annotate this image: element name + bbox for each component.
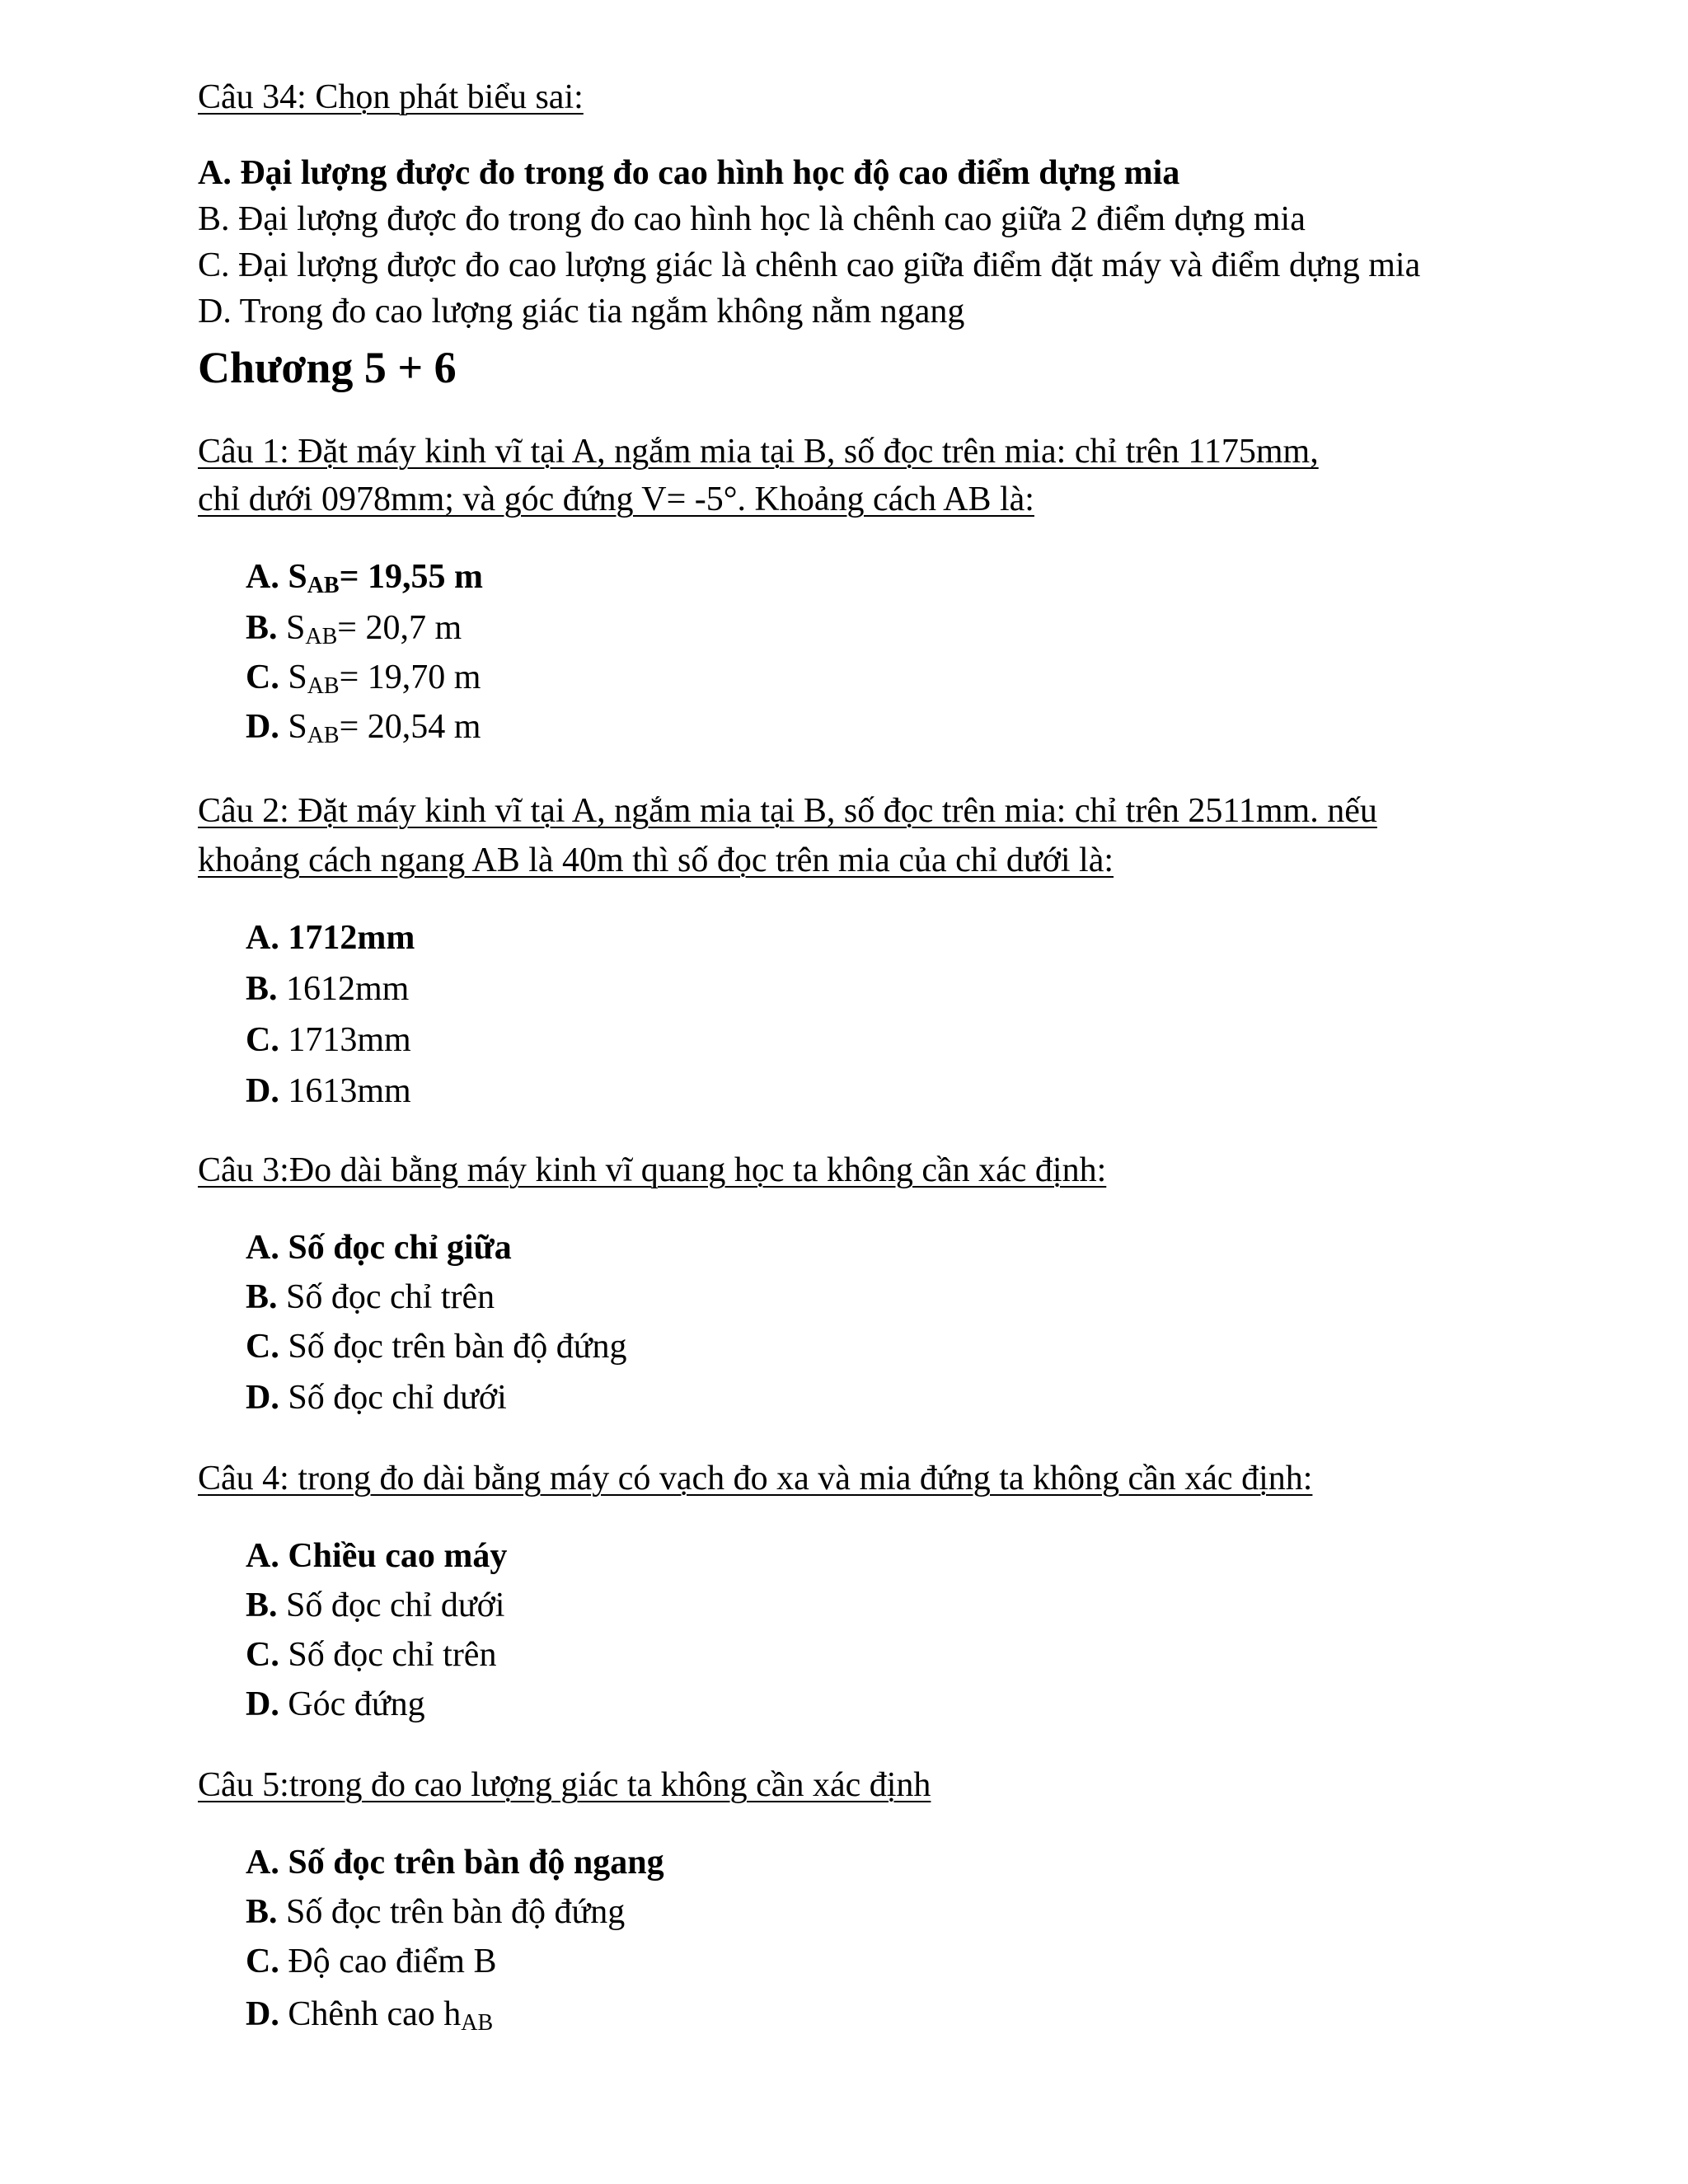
question-3-option-d (246, 1375, 507, 1421)
option-text: Chênh cao h (288, 1995, 462, 2033)
option-text: 1712mm (288, 919, 415, 957)
option-text: Góc đứng (288, 1685, 425, 1723)
option-subscript: AB (307, 723, 340, 748)
option-text: Số đọc chỉ dưới (288, 1379, 507, 1417)
option-subscript: AB (307, 573, 340, 598)
option-value: = 19,70 m (339, 658, 481, 696)
question-1-option-d (246, 704, 481, 754)
question-5-stem: Câu 5:trong đo cao lượng giác ta không cần xác định (198, 1766, 931, 1804)
option-letter: B. (246, 1586, 278, 1624)
question-4-option-b (246, 1582, 504, 1629)
question-34-option-b: B. Đại lượng được đo trong đo cao hình học là chênh cao giữa 2 điểm dựng mia (198, 200, 1306, 238)
question-2-stem-line2: khoảng cách ngang AB là 40m thì số đọc trên mia của chỉ dưới là: (198, 841, 1114, 879)
option-symbol: S (288, 658, 307, 696)
option-letter: C. (246, 1328, 279, 1366)
option-letter: B. (246, 1893, 278, 1931)
option-subscript: AB (307, 673, 340, 699)
question-4-option-a (246, 1533, 507, 1579)
option-letter: D. (246, 1072, 279, 1110)
option-letter: C. (246, 658, 279, 696)
question-1-stem-line2: chỉ dưới 0978mm; và góc đứng V= -5°. Khoảng cách AB là: (198, 480, 1034, 518)
question-34-option-d: D. Trong đo cao lượng giác tia ngắm không nằm ngang (198, 293, 965, 330)
option-text: Số đọc trên bàn độ đứng (286, 1893, 626, 1931)
option-value: = 20,54 m (339, 708, 481, 746)
option-value: = 19,55 m (339, 558, 484, 596)
option-text: 1713mm (288, 1021, 411, 1059)
option-letter: A. (246, 558, 279, 596)
option-letter: D. (246, 1995, 279, 2033)
question-1-option-c (246, 654, 481, 705)
question-34-option-c: C. Đại lượng được đo cao lượng giác là chênh cao giữa điểm đặt máy và điểm dựng mia (198, 246, 1421, 284)
question-1-option-b (246, 605, 462, 655)
question-2-stem-line1: Câu 2: Đặt máy kinh vĩ tại A, ngắm mia tại B, số đọc trên mia: chỉ trên 2511mm. nếu (198, 792, 1377, 830)
option-text: Chiều cao máy (288, 1537, 508, 1575)
question-2-option-a (246, 915, 415, 961)
option-subscript: AB (461, 2010, 494, 2036)
option-text: Số đọc trên bàn độ đứng (288, 1328, 627, 1366)
question-3-option-c (246, 1324, 627, 1370)
option-text: Số đọc trên bàn độ ngang (288, 1844, 664, 1882)
question-34-stem: Câu 34: Chọn phát biểu sai: (198, 78, 584, 116)
question-3-stem: Câu 3:Đo dài bằng máy kinh vĩ quang học ta không cần xác định: (198, 1151, 1107, 1189)
option-letter: B. (246, 1278, 278, 1316)
question-5-option-b (246, 1889, 625, 1935)
question-5-option-d (246, 1991, 493, 2041)
option-letter: D. (246, 1685, 279, 1723)
question-5-option-c (246, 1938, 496, 1985)
question-2-option-b (246, 966, 409, 1012)
question-1-option-a (246, 554, 483, 604)
question-4-stem: Câu 4: trong đo dài bằng máy có vạch đo xa và mia đứng ta không cần xác định: (198, 1460, 1313, 1497)
question-4-option-d (246, 1681, 425, 1727)
option-letter: C. (246, 1943, 279, 1980)
option-text: 1612mm (286, 970, 410, 1008)
option-text: Số đọc chỉ giữa (288, 1229, 512, 1267)
chapter-heading: Chương 5 + 6 (198, 343, 457, 392)
question-1-stem-line1: Câu 1: Đặt máy kinh vĩ tại A, ngắm mia tại B, số đọc trên mia: chỉ trên 1175mm, (198, 433, 1319, 471)
option-text: Số đọc chỉ trên (288, 1636, 497, 1674)
option-symbol: S (286, 609, 306, 647)
question-5-option-a (246, 1840, 664, 1886)
option-letter: B. (246, 970, 278, 1008)
option-letter: A. (246, 1844, 279, 1882)
question-4-option-c (246, 1632, 496, 1678)
option-symbol: S (288, 558, 307, 596)
option-text: 1613mm (288, 1072, 411, 1110)
option-letter: A. (246, 1537, 279, 1575)
option-text: Độ cao điểm B (288, 1943, 497, 1980)
option-letter: B. (246, 609, 278, 647)
question-3-option-b (246, 1274, 495, 1320)
question-2-option-c (246, 1017, 411, 1063)
option-subscript: AB (305, 624, 338, 649)
option-value: = 20,7 m (337, 609, 462, 647)
option-letter: C. (246, 1636, 279, 1674)
option-letter: D. (246, 1379, 279, 1417)
option-letter: D. (246, 708, 279, 746)
question-3-option-a (246, 1225, 512, 1271)
option-letter: C. (246, 1021, 279, 1059)
question-34-option-a: A. Đại lượng được đo trong đo cao hình học độ cao điểm dựng mia (198, 154, 1180, 192)
option-letter: A. (246, 1229, 279, 1267)
option-text: Số đọc chỉ dưới (286, 1586, 505, 1624)
option-symbol: S (288, 708, 307, 746)
option-letter: A. (246, 919, 279, 957)
question-2-option-d (246, 1068, 411, 1114)
option-text: Số đọc chỉ trên (286, 1278, 495, 1316)
